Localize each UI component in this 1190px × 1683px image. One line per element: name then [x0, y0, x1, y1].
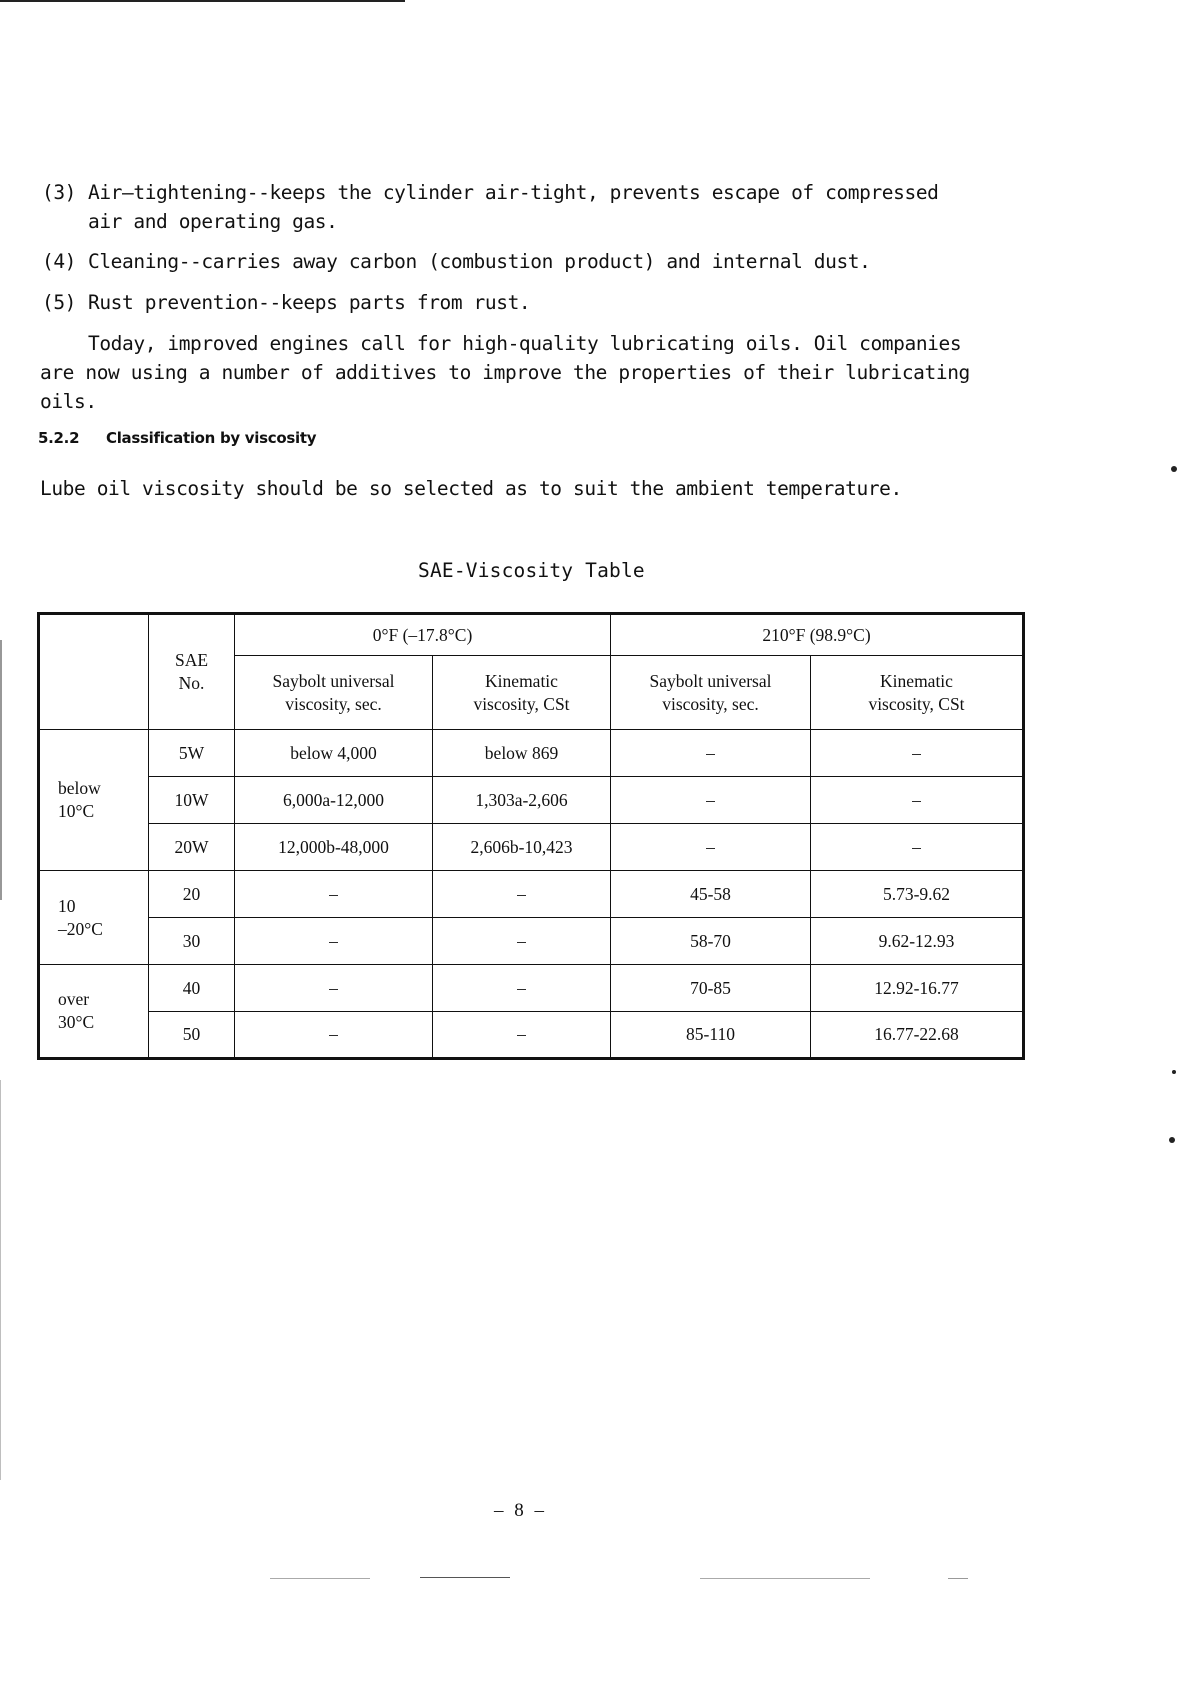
scan-footer-mark	[420, 1577, 510, 1578]
saybolt-210f-cell: –	[611, 730, 811, 777]
list-item-text: Rust prevention--keeps parts from rust.	[88, 291, 531, 314]
kinematic-210f-cell: 16.77-22.68	[811, 1012, 1024, 1059]
list-item-number: (4)	[42, 250, 77, 273]
saybolt-210f-cell: 85-110	[611, 1012, 811, 1059]
kinematic-210f-cell: 5.73-9.62	[811, 871, 1024, 918]
table-row	[39, 824, 1024, 871]
scan-edge-mark	[0, 1080, 1, 1480]
header-blank-cell	[39, 614, 149, 730]
saybolt-0f-cell: 12,000b-48,000	[235, 824, 433, 871]
sae-cell: 30	[149, 918, 235, 965]
scan-speck	[1171, 466, 1177, 472]
kinematic-210f-cell: –	[811, 730, 1024, 777]
table-row	[39, 1012, 1024, 1059]
scan-edge-mark	[0, 640, 2, 900]
table-row	[39, 965, 1024, 1012]
section-number: 5.2.2	[38, 429, 80, 447]
paragraph-line: are now using a number of additives to improve the properties of their lubricating oils.	[40, 361, 970, 413]
kinematic-210f-cell: 9.62-12.93	[811, 918, 1024, 965]
header-kinematic-0f: Kinematic viscosity, CSt	[433, 656, 611, 730]
saybolt-0f-cell: –	[235, 965, 433, 1012]
saybolt-210f-cell: –	[611, 824, 811, 871]
header-saybolt-0f: Saybolt universal viscosity, sec.	[235, 656, 433, 730]
kinematic-0f-cell: 1,303a-2,606	[433, 777, 611, 824]
table-row	[39, 730, 1024, 777]
saybolt-210f-cell: –	[611, 777, 811, 824]
kinematic-0f-cell: –	[433, 918, 611, 965]
sae-cell: 10W	[149, 777, 235, 824]
section-title: Classification by viscosity	[106, 429, 317, 447]
saybolt-0f-cell: 6,000a-12,000	[235, 777, 433, 824]
sae-cell: 40	[149, 965, 235, 1012]
temp-group-cell: over 30°C	[39, 965, 149, 1059]
viscosity-table	[37, 612, 1025, 1060]
kinematic-0f-cell: –	[433, 871, 611, 918]
list-item-number: (3)	[42, 181, 77, 204]
sae-cell: 20	[149, 871, 235, 918]
table-row	[39, 777, 1024, 824]
header-saybolt-210f: Saybolt universal viscosity, sec.	[611, 656, 811, 730]
top-rule	[0, 0, 405, 2]
scan-speck	[1169, 1137, 1175, 1143]
list-item-line: Air–tightening--keeps the cylinder air-tight, prevents escape of compressed	[88, 181, 939, 204]
sae-cell: 20W	[149, 824, 235, 871]
header-sae-no: SAE No.	[149, 614, 235, 730]
saybolt-0f-cell: –	[235, 918, 433, 965]
kinematic-210f-cell: –	[811, 824, 1024, 871]
list-item-text	[88, 178, 988, 236]
header-210f-group: 210°F (98.9°C)	[611, 614, 1024, 656]
saybolt-210f-cell: 58-70	[611, 918, 811, 965]
kinematic-0f-cell: 2,606b-10,423	[433, 824, 611, 871]
scan-footer-mark	[700, 1578, 870, 1579]
table-header-row	[39, 614, 1024, 656]
table-row	[39, 871, 1024, 918]
list-item-number: (5)	[42, 291, 77, 314]
page-number: – 8 –	[494, 1500, 547, 1521]
scan-footer-mark	[270, 1578, 370, 1579]
intro-sentence: Lube oil viscosity should be so selected as to suit the ambient temperature.	[40, 477, 902, 500]
header-0f-group: 0°F (–17.8°C)	[235, 614, 611, 656]
list-item-text: Cleaning--carries away carbon (combustion product) and internal dust.	[88, 250, 871, 273]
scan-footer-mark	[948, 1578, 968, 1579]
saybolt-0f-cell: below 4,000	[235, 730, 433, 777]
sae-cell: 5W	[149, 730, 235, 777]
temp-group-cell: below 10°C	[39, 730, 149, 871]
body-paragraph	[40, 329, 1000, 416]
kinematic-210f-cell: –	[811, 777, 1024, 824]
header-kinematic-210f: Kinematic viscosity, CSt	[811, 656, 1024, 730]
sae-cell: 50	[149, 1012, 235, 1059]
table-title: SAE-Viscosity Table	[418, 559, 645, 582]
scan-speck	[1172, 1070, 1176, 1074]
kinematic-0f-cell: below 869	[433, 730, 611, 777]
temp-group-cell: 10 –20°C	[39, 871, 149, 965]
paragraph-line: Today, improved engines call for high-quality lubricating oils. Oil companies	[88, 332, 962, 355]
kinematic-0f-cell: –	[433, 1012, 611, 1059]
list-item-line: air and operating gas.	[88, 210, 338, 233]
kinematic-210f-cell: 12.92-16.77	[811, 965, 1024, 1012]
saybolt-210f-cell: 70-85	[611, 965, 811, 1012]
saybolt-0f-cell: –	[235, 1012, 433, 1059]
kinematic-0f-cell: –	[433, 965, 611, 1012]
table-row	[39, 918, 1024, 965]
saybolt-210f-cell: 45-58	[611, 871, 811, 918]
saybolt-0f-cell: –	[235, 871, 433, 918]
